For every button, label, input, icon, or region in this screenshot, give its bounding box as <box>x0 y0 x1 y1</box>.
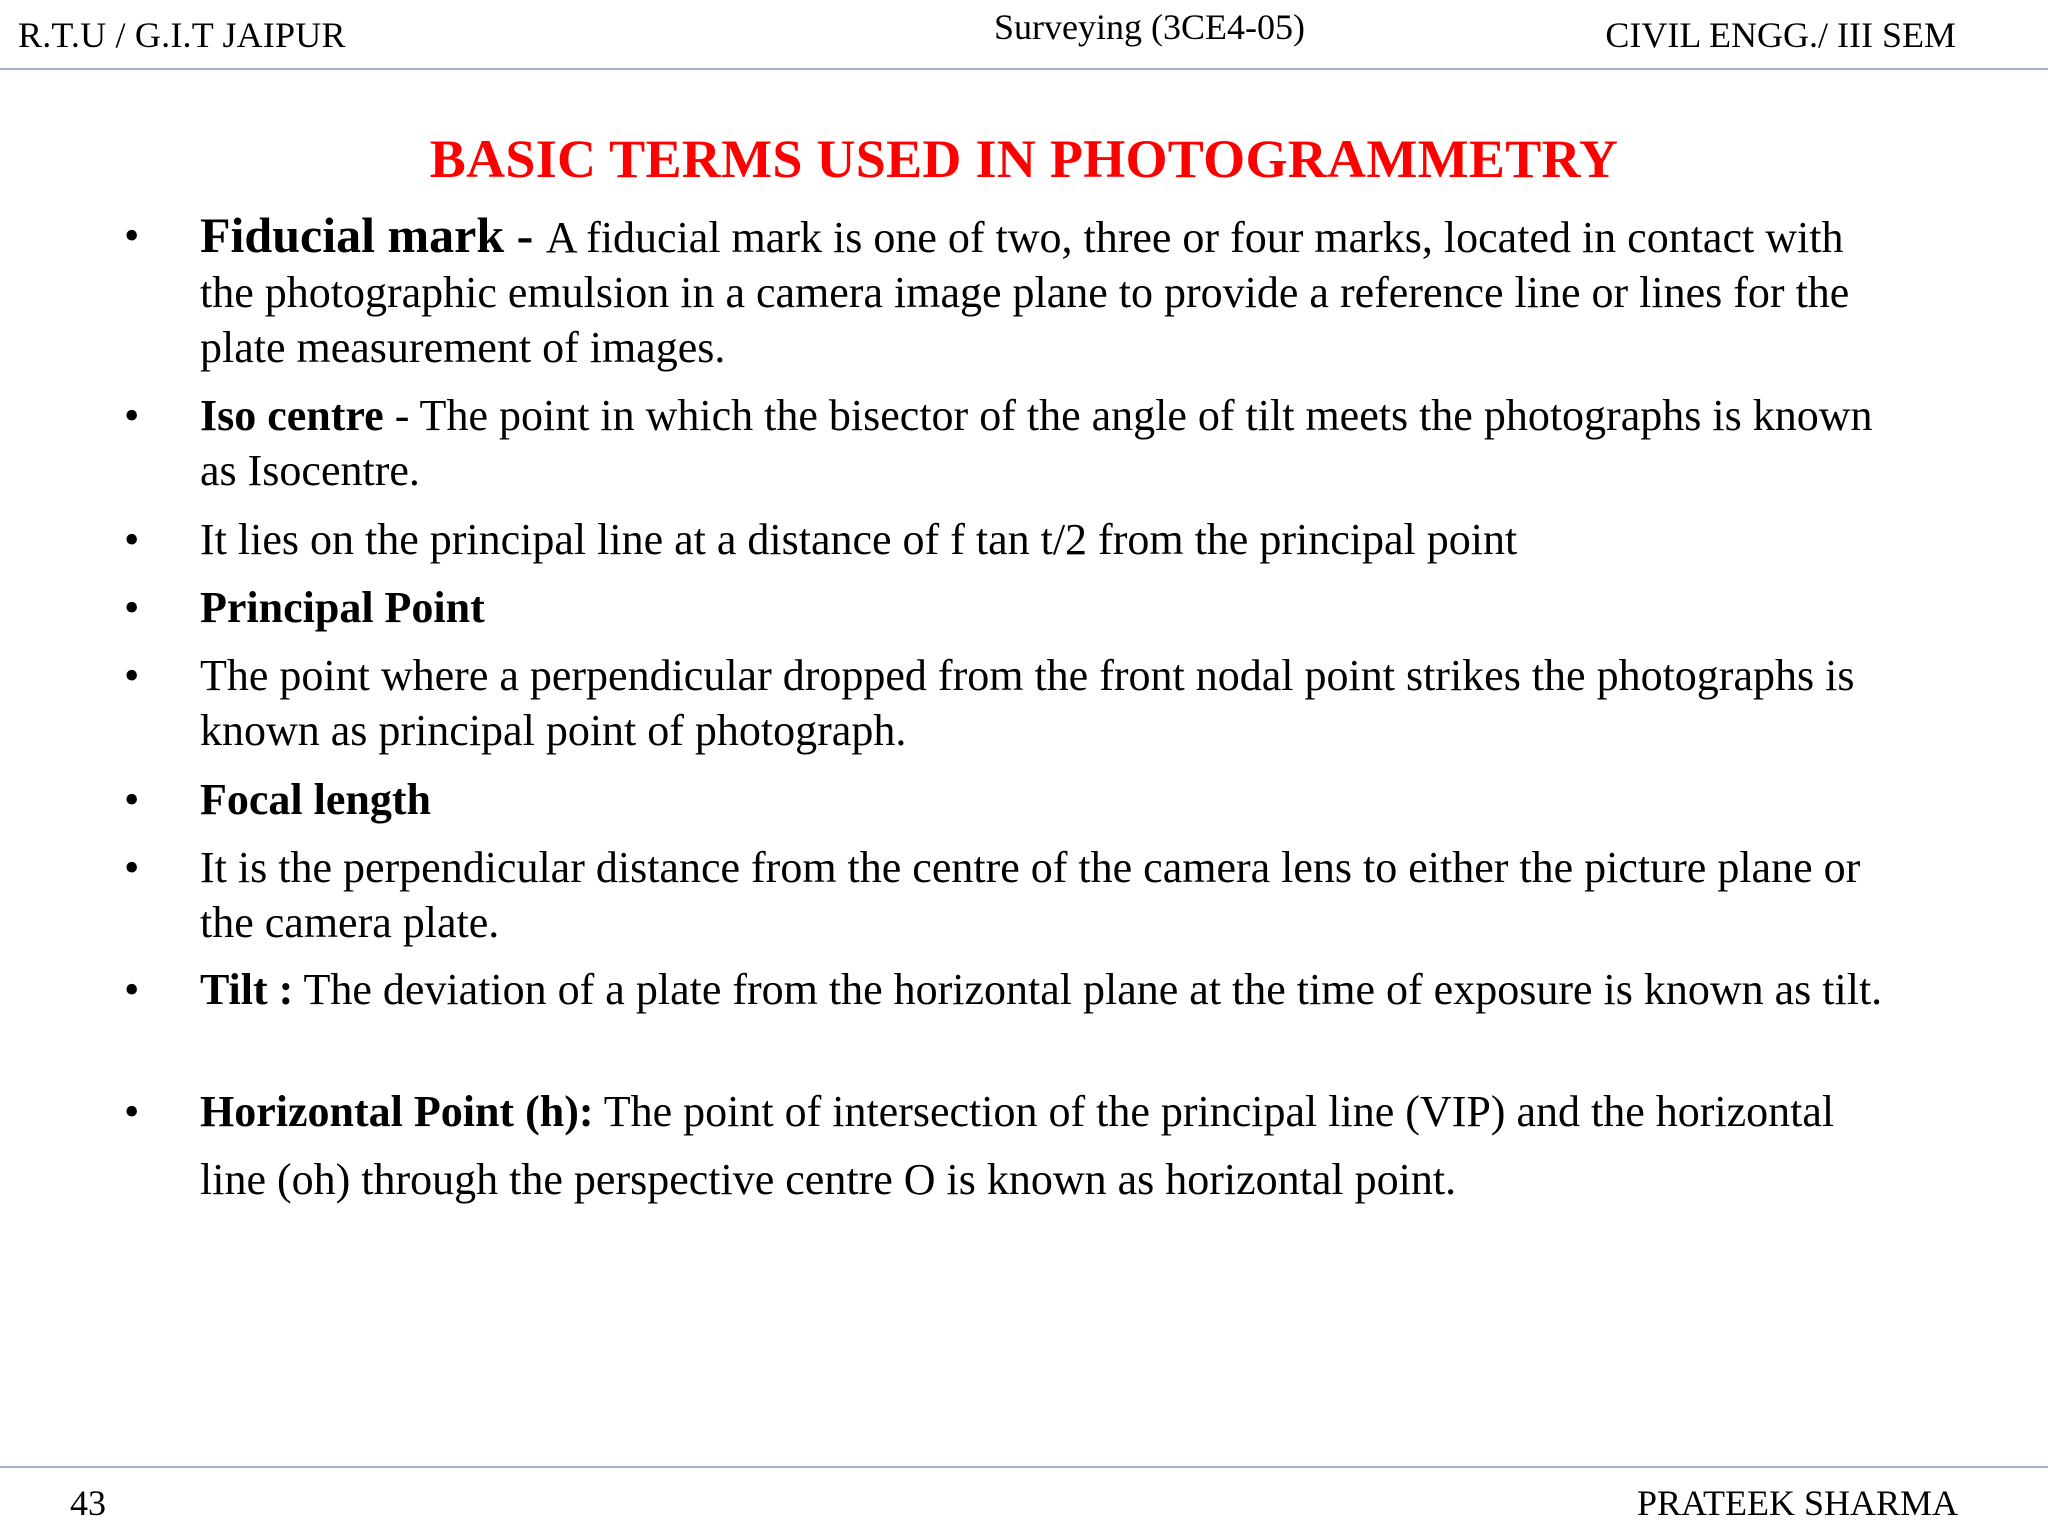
bullet-principal-point-definition <box>200 648 1900 758</box>
bullet-fiducial-mark <box>200 208 1900 375</box>
bullet-text: The point where a perpendicular dropped from the front nodal point strikes the photographs is known as principal point of photograph. <box>200 651 1855 755</box>
bullet-text: - The point in which the bisector of the angle of tilt meets the photographs is known as Isocentre. <box>200 391 1873 495</box>
header-institution: R.T.U / G.I.T JAIPUR <box>18 15 346 55</box>
bullet-focal-length <box>200 772 1900 827</box>
bullet-term: Focal length <box>200 775 431 824</box>
footer-divider <box>0 1466 2048 1468</box>
bullet-principal-point <box>200 580 1900 635</box>
bullet-term: Horizontal Point (h): <box>200 1087 594 1136</box>
bullet-horizontal-point <box>200 1078 1900 1214</box>
bullet-text: The point of intersection of the principal line (VIP) and the horizontal line (oh) through the perspective centre O is known as horizontal point. <box>200 1087 1835 1204</box>
bullet-text: A fiducial mark is one of two, three or four marks, located in contact with the photographic emulsion in a camera image plane to provide a reference line or lines for the plate measurement of images. <box>200 213 1850 372</box>
header-course: Surveying (3CE4-05) <box>994 7 1305 47</box>
bullet-text: The deviation of a plate from the horizontal plane at the time of exposure is known as tilt. <box>293 965 1883 1014</box>
bullet-term: Fiducial mark - <box>200 207 546 263</box>
footer-author: PRATEEK SHARMA <box>1636 1483 1958 1523</box>
page-number: 43 <box>70 1483 106 1523</box>
bullet-text: It is the perpendicular distance from the centre of the camera lens to either the picture plane or the camera plate. <box>200 843 1861 947</box>
header-department: CIVIL ENGG./ III SEM <box>1605 15 1956 55</box>
bullet-focal-length-definition <box>200 840 1900 950</box>
bullet-text: It lies on the principal line at a distance of f tan t/2 from the principal point <box>200 515 1518 564</box>
bullet-term: Principal Point <box>200 583 485 632</box>
slide-title: BASIC TERMS USED IN PHOTOGRAMMETRY <box>429 129 1619 189</box>
bullet-isocentre-location <box>200 512 1900 567</box>
bullet-term: Tilt : <box>200 965 294 1014</box>
bullet-iso-centre <box>200 388 1900 498</box>
bullet-tilt <box>200 962 1900 1017</box>
bullet-term: Iso centre <box>200 391 384 440</box>
